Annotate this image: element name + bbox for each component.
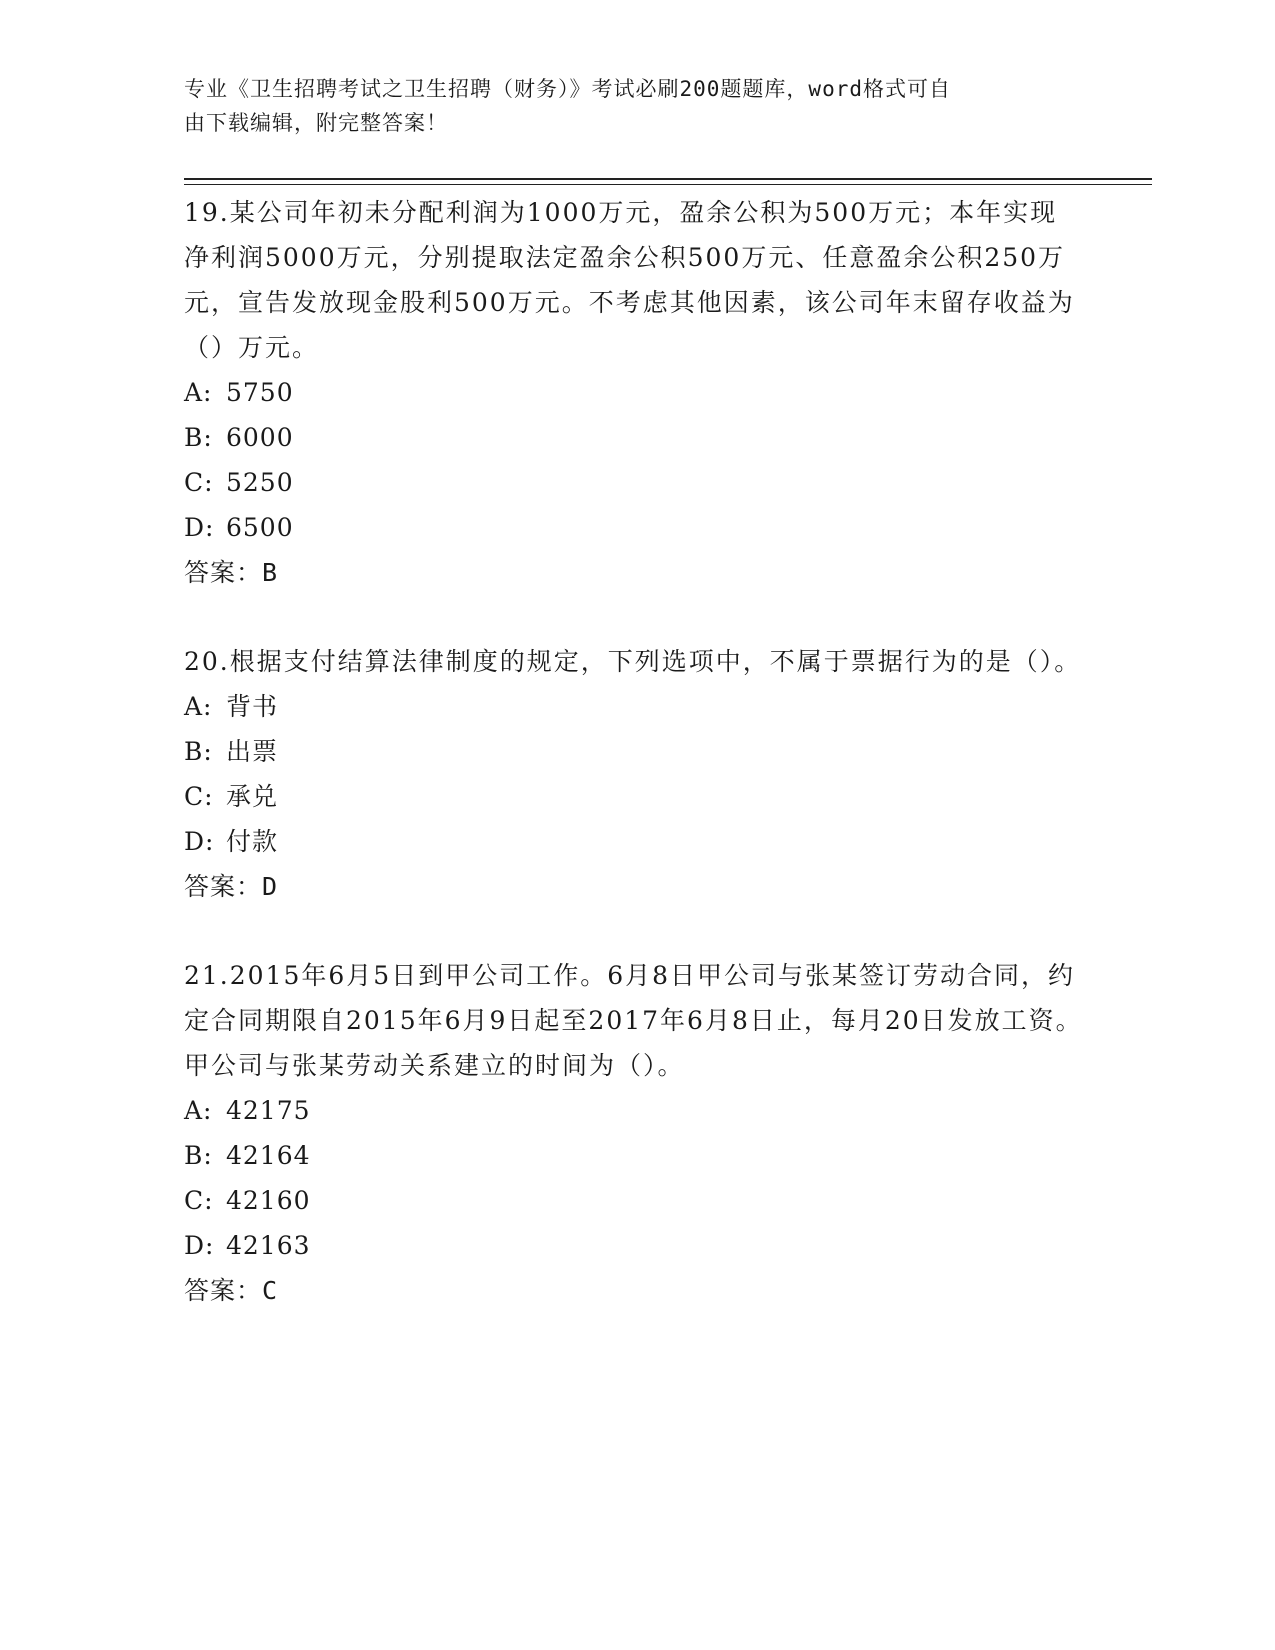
question-20 bbox=[184, 639, 1084, 909]
question-19 bbox=[184, 190, 1084, 595]
option-c bbox=[184, 1178, 1084, 1223]
answer-line: 答案：D bbox=[184, 872, 279, 901]
option-text: 5750 bbox=[226, 378, 294, 407]
header-line-1: 专业《卫生招聘考试之卫生招聘（财务）》考试必刷200题题库，word格式可自 bbox=[184, 77, 951, 101]
answer-line: 答案：B bbox=[184, 558, 279, 587]
option-letter: C: bbox=[184, 468, 214, 497]
option-text: 42175 bbox=[226, 1096, 311, 1125]
question-spacer bbox=[184, 909, 1084, 953]
question-21 bbox=[184, 953, 1084, 1313]
question-list bbox=[184, 190, 1084, 1313]
option-text: 6000 bbox=[226, 423, 294, 452]
option-letter: B: bbox=[184, 1141, 213, 1170]
option-b bbox=[184, 1133, 1084, 1178]
option-d bbox=[184, 819, 1084, 864]
question-stem: 21.2015年6月5日到甲公司工作。6月8日甲公司与张某签订劳动合同，约定合同期限自2015年6月9日起至2017年6月8日止，每月20日发放工资。甲公司与张某劳动关系建立的时间为（）。 bbox=[184, 961, 1083, 1080]
document-header bbox=[184, 72, 1064, 140]
option-b bbox=[184, 729, 1084, 774]
option-a bbox=[184, 1088, 1084, 1133]
option-text: 背书 bbox=[226, 692, 279, 721]
option-letter: B: bbox=[184, 737, 213, 766]
header-divider-thick bbox=[184, 178, 1152, 180]
option-text: 42160 bbox=[226, 1186, 311, 1215]
option-a bbox=[184, 684, 1084, 729]
option-d bbox=[184, 1223, 1084, 1268]
option-b bbox=[184, 415, 1084, 460]
option-letter: D: bbox=[184, 827, 215, 856]
option-letter: B: bbox=[184, 423, 213, 452]
option-a bbox=[184, 370, 1084, 415]
header-divider-thin bbox=[184, 184, 1152, 185]
option-text: 5250 bbox=[226, 468, 294, 497]
option-text: 承兑 bbox=[226, 782, 279, 811]
option-letter: A: bbox=[184, 692, 213, 721]
option-text: 付款 bbox=[226, 827, 279, 856]
option-c bbox=[184, 460, 1084, 505]
option-text: 6500 bbox=[226, 513, 294, 542]
option-d bbox=[184, 505, 1084, 550]
option-text: 42163 bbox=[226, 1231, 311, 1260]
header-line-2: 由下载编辑，附完整答案！ bbox=[184, 111, 448, 135]
option-letter: C: bbox=[184, 782, 214, 811]
question-spacer bbox=[184, 595, 1084, 639]
option-text: 出票 bbox=[226, 737, 279, 766]
option-letter: D: bbox=[184, 513, 215, 542]
answer-line: 答案：C bbox=[184, 1276, 279, 1305]
option-letter: D: bbox=[184, 1231, 215, 1260]
option-letter: A: bbox=[184, 1096, 213, 1125]
question-stem: 19.某公司年初未分配利润为1000万元，盈余公积为500万元；本年实现净利润5000万元，分别提取法定盈余公积500万元、任意盈余公积250万元，宣告发放现金股利500万元。不考虑其他因素，该公司年末留存收益为（）万元。 bbox=[184, 198, 1075, 362]
option-c bbox=[184, 774, 1084, 819]
option-letter: A: bbox=[184, 378, 213, 407]
option-letter: C: bbox=[184, 1186, 214, 1215]
option-text: 42164 bbox=[226, 1141, 311, 1170]
question-stem: 20.根据支付结算法律制度的规定，下列选项中，不属于票据行为的是（）。 bbox=[184, 647, 1082, 676]
